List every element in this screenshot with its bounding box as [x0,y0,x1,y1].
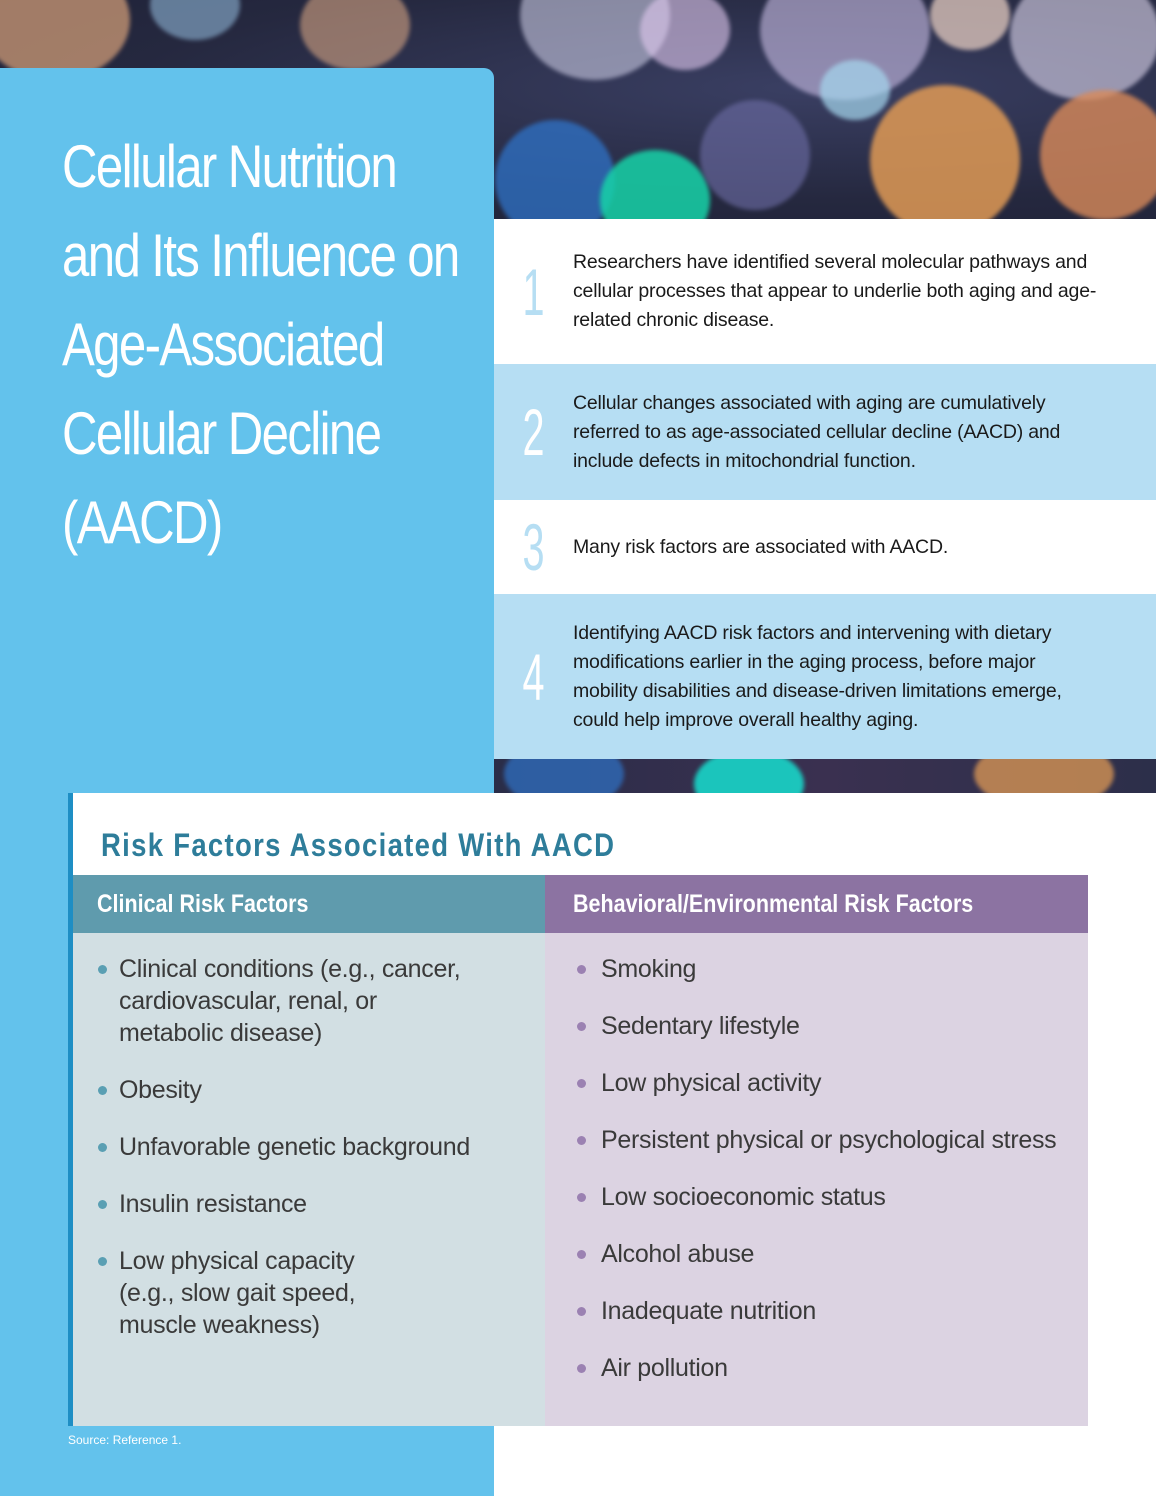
key-point-text: Researchers have identified several molecular pathways and cellular processes that appear to underlie both aging and age-related chronic disease. [573,251,1097,331]
key-point-number: 2 [522,395,545,469]
list-item: Insulin resistance [73,1188,545,1220]
list-item: Sedentary lifestyle [545,1010,1088,1042]
source-note: Source: Reference 1. [68,1433,182,1447]
clinical-risk-header [73,875,545,933]
list-item: Alcohol abuse [545,1238,1088,1270]
risk-factors-card [68,793,1156,1426]
key-point-2 [494,364,1156,500]
risk-factors-title: Risk Factors Associated With AACD [101,827,616,863]
key-point-number: 3 [522,510,545,584]
list-item: Obesity [73,1074,545,1106]
behavioral-risk-list [545,933,1088,1384]
key-point-4 [494,594,1156,759]
key-point-text: Identifying AACD risk factors and intervening with dietary modifications earlier in the aging process, before major mobility disabilities and disease-driven limitations emerge, could help improve overall healthy aging. [573,621,1062,731]
key-point-3 [494,500,1156,594]
bokeh-strip-image [494,759,1156,793]
key-point-text: Cellular changes associated with aging are cumulatively referred to as age-associated cellular decline (AACD) and include defects in mitochondrial function. [573,391,1061,472]
key-point-number: 4 [522,639,545,714]
list-item: Low socioeconomic status [545,1181,1088,1213]
list-item: Smoking [545,953,1088,985]
behavioral-risk-column [545,875,1088,1426]
list-item: Low physical capacity (e.g., slow gait speed, muscle weakness) [73,1245,369,1341]
list-item: Clinical conditions (e.g., cancer, cardiovascular, renal, or metabolic disease) [73,953,489,1049]
list-item: Unfavorable genetic background [73,1131,545,1163]
clinical-risk-column [73,875,545,1426]
page-title: Cellular Nutrition and Its Influence on Age-Associated Cellular Decline (AACD) [62,133,459,556]
list-item: Inadequate nutrition [545,1295,1088,1327]
key-point-number: 1 [522,254,545,329]
key-point-text: Many risk factors are associated with AACD. [573,535,949,558]
list-item: Persistent physical or psychological stress [545,1124,1088,1156]
key-point-1 [494,219,1156,364]
behavioral-risk-header [545,875,1088,933]
behavioral-risk-header-label: Behavioral/Environmental Risk Factors [573,890,974,918]
list-item: Air pollution [545,1352,1088,1384]
clinical-risk-list [73,933,545,1341]
clinical-risk-header-label: Clinical Risk Factors [97,890,309,918]
list-item: Low physical activity [545,1067,1088,1099]
